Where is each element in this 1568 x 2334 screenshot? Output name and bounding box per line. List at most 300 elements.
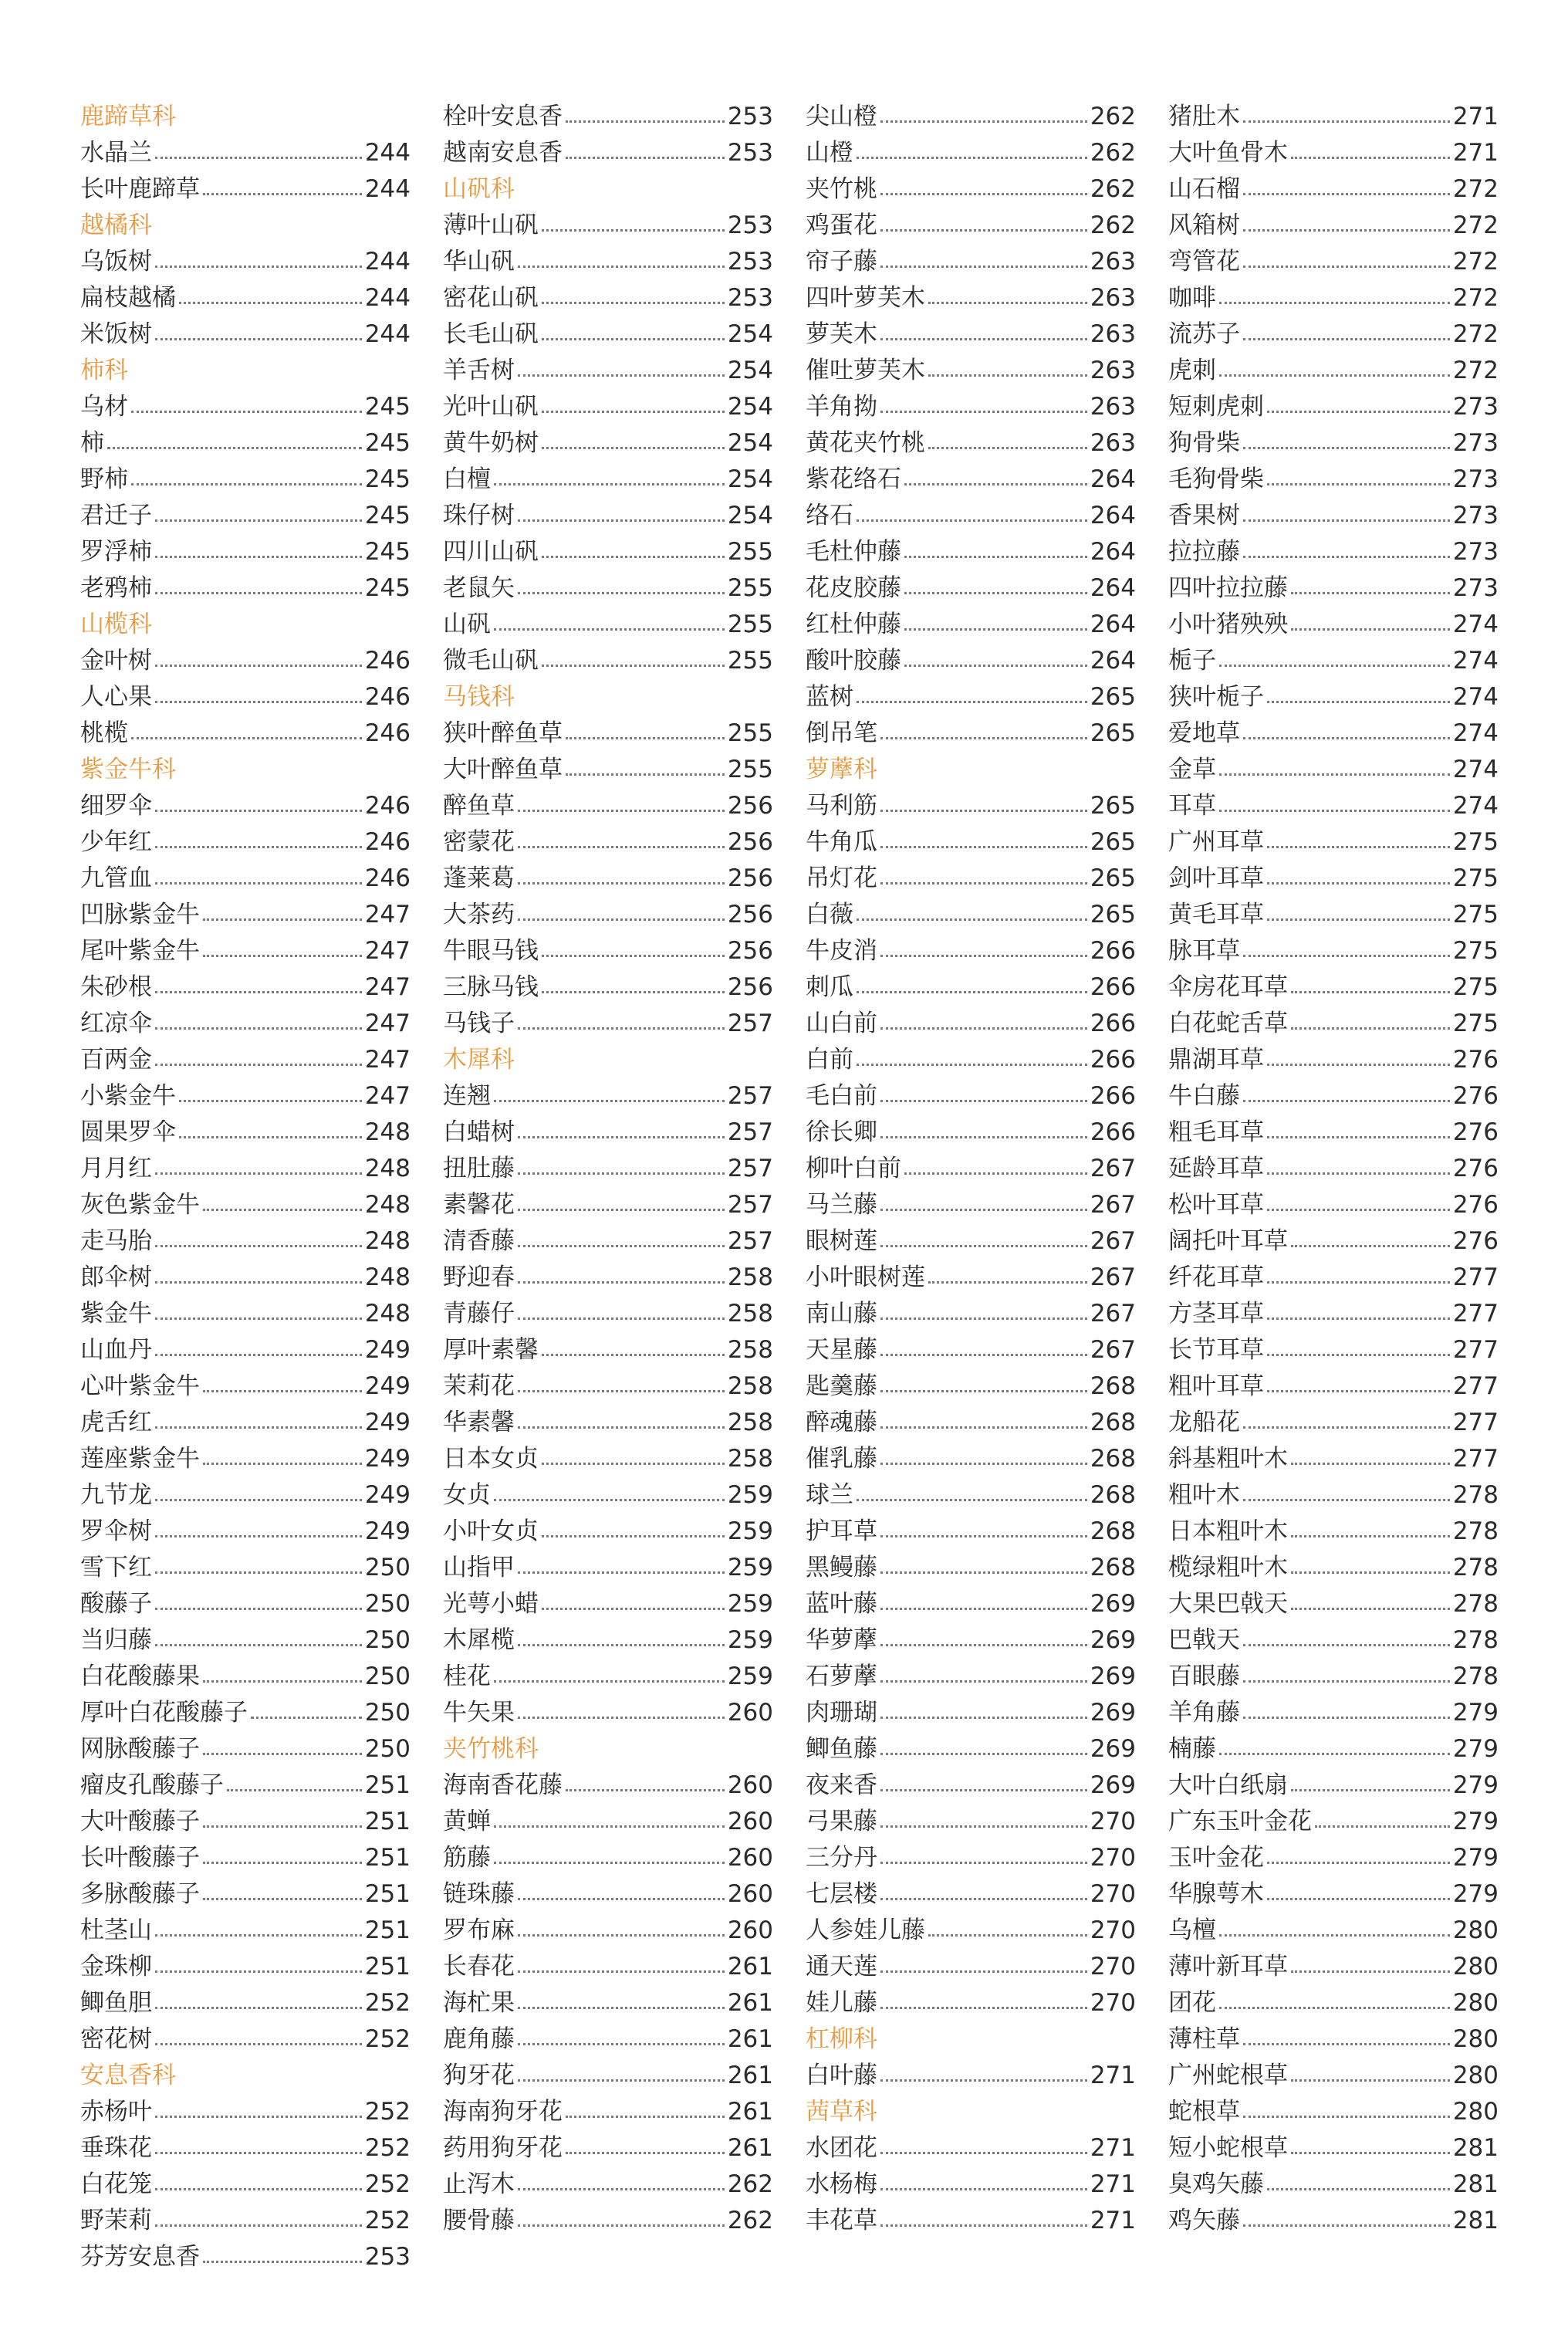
index-entry [1168, 1659, 1499, 1695]
dot-leader [928, 447, 1087, 449]
index-entry [1168, 498, 1499, 534]
dot-leader [518, 2224, 725, 2227]
entry-page-number: 279 [1452, 1699, 1499, 1727]
dot-leader [107, 447, 362, 449]
entry-name: 球兰 [806, 1481, 853, 1509]
entry-name: 鲫鱼藤 [806, 1735, 877, 1763]
entry-page-number: 274 [1452, 719, 1499, 747]
dot-leader [1243, 955, 1450, 957]
index-entry [443, 1296, 773, 1332]
index-entry [1168, 933, 1499, 969]
dot-leader [1243, 1100, 1450, 1102]
entry-page-number: 255 [727, 574, 773, 602]
entry-name: 粗叶木 [1168, 1481, 1240, 1509]
dot-leader [494, 1862, 725, 1864]
entry-name: 水团花 [806, 2134, 877, 2162]
index-entry [1168, 607, 1499, 643]
index-entry [443, 425, 773, 462]
index-entry [80, 1151, 411, 1187]
index-entry [806, 897, 1136, 933]
entry-name: 白叶藤 [806, 2062, 877, 2089]
index-entry [1168, 2094, 1499, 2130]
index-entry [1168, 1731, 1499, 1767]
index-entry [1168, 2167, 1499, 2203]
entry-page-number: 258 [727, 1263, 773, 1291]
entry-name: 九节龙 [80, 1481, 152, 1509]
dot-leader [155, 991, 362, 993]
dot-leader [1243, 519, 1450, 522]
index-entry [1168, 1876, 1499, 1913]
index-entry [806, 1223, 1136, 1260]
index-entry [1168, 1695, 1499, 1731]
entry-name: 毛狗骨柴 [1168, 465, 1264, 493]
dot-leader [1219, 1753, 1450, 1755]
entry-name: 海杧果 [443, 1989, 515, 2017]
entry-page-number: 277 [1452, 1445, 1499, 1473]
index-entry [806, 1078, 1136, 1115]
entry-name: 牛眼马钱 [443, 937, 539, 965]
entry-name: 厚叶素馨 [443, 1336, 539, 1364]
entry-name: 海南狗牙花 [443, 2098, 563, 2126]
index-entry [443, 2021, 773, 2058]
entry-name: 金草 [1168, 756, 1216, 783]
dot-leader [1291, 1535, 1450, 1537]
entry-page-number: 253 [727, 139, 773, 167]
entry-page-number: 277 [1452, 1409, 1499, 1436]
index-entry [80, 534, 411, 570]
index-entry [443, 1550, 773, 1586]
entry-page-number: 264 [1090, 502, 1136, 529]
entry-name: 灰色紫金牛 [80, 1191, 200, 1219]
dot-leader [1315, 1825, 1450, 1828]
entry-page-number: 262 [1090, 175, 1136, 203]
entry-name: 白花蛇舌草 [1168, 1010, 1288, 1037]
entry-name: 鸡矢藤 [1168, 2207, 1240, 2234]
index-entry [80, 280, 411, 316]
entry-name: 当归藤 [80, 1626, 152, 1654]
index-entry [1168, 389, 1499, 425]
entry-name: 长叶鹿蹄草 [80, 175, 200, 203]
entry-name: 刺瓜 [806, 973, 853, 1001]
index-entry [1168, 897, 1499, 933]
entry-name: 栀子 [1168, 647, 1216, 675]
entry-name: 肉珊瑚 [806, 1699, 877, 1727]
entry-page-number: 257 [727, 1010, 773, 1037]
index-entry [806, 861, 1136, 897]
entry-name: 瘤皮孔酸藤子 [80, 1771, 224, 1799]
entry-name: 催乳藤 [806, 1445, 877, 1473]
entry-page-number: 278 [1452, 1590, 1499, 1618]
index-entry [80, 933, 411, 969]
index-entry [1168, 353, 1499, 389]
entry-name: 薄柱草 [1168, 2025, 1240, 2053]
entry-name: 狭叶栀子 [1168, 683, 1264, 711]
dot-leader [518, 1172, 725, 1175]
entry-page-number: 276 [1452, 1082, 1499, 1110]
entry-name: 粗叶耳草 [1168, 1372, 1264, 1400]
entry-name: 走马胎 [80, 1227, 152, 1255]
entry-page-number: 268 [1090, 1517, 1136, 1545]
index-entry [1168, 1441, 1499, 1477]
entry-page-number: 251 [364, 1916, 411, 1944]
entry-name: 人心果 [80, 683, 152, 711]
index-entry [1168, 969, 1499, 1006]
dot-leader [566, 773, 725, 776]
entry-name: 毛杜仲藤 [806, 538, 901, 566]
entry-name: 腰骨藤 [443, 2207, 515, 2234]
family-heading-label: 夹竹桃科 [443, 1735, 539, 1763]
entry-page-number: 271 [1090, 2062, 1136, 2089]
index-entry [1168, 1913, 1499, 1949]
entry-page-number: 268 [1090, 1409, 1136, 1436]
dot-leader [880, 229, 1087, 232]
entry-page-number: 257 [727, 1118, 773, 1146]
family-heading-label: 越橘科 [80, 211, 152, 239]
entry-name: 山白前 [806, 1010, 877, 1037]
index-entry [1168, 570, 1499, 607]
index-entry [1168, 1187, 1499, 1223]
entry-page-number: 254 [727, 357, 773, 384]
dot-leader [203, 1898, 362, 1900]
dot-leader [1219, 810, 1450, 812]
entry-name: 珠仔树 [443, 502, 515, 529]
entry-name: 山指甲 [443, 1554, 515, 1581]
family-heading-label: 山榄科 [80, 611, 152, 638]
family-heading-label: 马钱科 [443, 683, 515, 711]
entry-name: 药用狗牙花 [443, 2134, 563, 2162]
index-entry [806, 1477, 1136, 1514]
dot-leader [518, 1209, 725, 1211]
entry-name: 龙船花 [1168, 1409, 1240, 1436]
entry-page-number: 271 [1452, 103, 1499, 130]
index-entry [1168, 244, 1499, 280]
entry-page-number: 246 [364, 719, 411, 747]
dot-leader [566, 1789, 725, 1791]
entry-name: 莲座紫金牛 [80, 1445, 200, 1473]
entry-page-number: 255 [727, 611, 773, 638]
index-entry [443, 1840, 773, 1876]
dot-leader [880, 1426, 1087, 1429]
dot-leader [1219, 1934, 1450, 1937]
entry-page-number: 246 [364, 864, 411, 892]
index-entry [1168, 2021, 1499, 2058]
entry-page-number: 279 [1452, 1880, 1499, 1908]
index-entry [443, 1659, 773, 1695]
entry-name: 通天莲 [806, 1953, 877, 1981]
dot-leader [880, 193, 1087, 195]
entry-page-number: 252 [364, 2098, 411, 2126]
dot-leader [518, 2007, 725, 2009]
index-entry [806, 1296, 1136, 1332]
entry-name: 长毛山矾 [443, 320, 539, 348]
dot-leader [1243, 1680, 1450, 1683]
index-entry [806, 498, 1136, 534]
family-heading [80, 2058, 411, 2094]
index-entry [80, 861, 411, 897]
entry-page-number: 256 [727, 937, 773, 965]
dot-leader [542, 302, 725, 304]
dot-leader [494, 1680, 725, 1683]
entry-name: 筋藤 [443, 1844, 491, 1872]
index-entry [80, 244, 411, 280]
entry-page-number: 245 [364, 465, 411, 493]
entry-page-number: 275 [1452, 937, 1499, 965]
entry-page-number: 267 [1090, 1263, 1136, 1291]
dot-leader [857, 991, 1087, 993]
index-entry [80, 643, 411, 679]
entry-name: 蛇根草 [1168, 2098, 1240, 2126]
index-column-3 [806, 99, 1136, 2239]
entry-name: 红凉伞 [80, 1010, 152, 1037]
entry-page-number: 250 [364, 1626, 411, 1654]
index-entry [443, 1441, 773, 1477]
entry-page-number: 246 [364, 647, 411, 675]
entry-name: 徐长卿 [806, 1118, 877, 1146]
dot-leader [1267, 1064, 1450, 1066]
dot-leader [203, 1680, 362, 1683]
entry-page-number: 277 [1452, 1263, 1499, 1291]
entry-page-number: 280 [1452, 1916, 1499, 1944]
entry-page-number: 267 [1090, 1227, 1136, 1255]
dot-leader [880, 1898, 1087, 1900]
dot-leader [155, 1064, 362, 1066]
index-entry [806, 2167, 1136, 2203]
index-entry [80, 135, 411, 171]
entry-name: 心叶紫金牛 [80, 1372, 200, 1400]
entry-page-number: 276 [1452, 1155, 1499, 1182]
index-entry [806, 933, 1136, 969]
entry-page-number: 275 [1452, 1010, 1499, 1037]
entry-name: 眼树莲 [806, 1227, 877, 1255]
entry-name: 长春花 [443, 1953, 515, 1981]
family-heading-label: 萝藦科 [806, 756, 877, 783]
entry-name: 密花山矾 [443, 284, 539, 312]
dot-leader [203, 1862, 362, 1864]
entry-page-number: 273 [1452, 393, 1499, 421]
index-entry [80, 1405, 411, 1441]
dot-leader [518, 2043, 725, 2045]
entry-name: 粗毛耳草 [1168, 1118, 1264, 1146]
index-entry [1168, 2130, 1499, 2167]
entry-name: 罗布麻 [443, 1916, 515, 1944]
dot-leader [518, 1318, 725, 1320]
entry-name: 虎刺 [1168, 357, 1216, 384]
entry-name: 山橙 [806, 139, 853, 167]
family-heading-label: 杠柳科 [806, 2025, 877, 2053]
dot-leader [518, 1934, 725, 1937]
entry-name: 四叶萝芙木 [806, 284, 925, 312]
dot-leader [542, 229, 725, 232]
index-entry [1168, 679, 1499, 715]
entry-name: 匙羹藤 [806, 1372, 877, 1400]
dot-leader [857, 519, 1087, 522]
entry-name: 羊角拗 [806, 393, 877, 421]
entry-name: 黑鳗藤 [806, 1554, 877, 1581]
dot-leader [880, 2224, 1087, 2227]
entry-name: 狭叶醉鱼草 [443, 719, 563, 747]
entry-name: 鸡蛋花 [806, 211, 877, 239]
entry-page-number: 261 [727, 1953, 773, 1981]
entry-page-number: 256 [727, 973, 773, 1001]
entry-page-number: 278 [1452, 1554, 1499, 1581]
index-entry [806, 824, 1136, 861]
entry-name: 郎伞树 [80, 1263, 152, 1291]
index-entry [443, 1913, 773, 1949]
entry-page-number: 275 [1452, 864, 1499, 892]
entry-name: 杜茎山 [80, 1916, 152, 1944]
index-entry [806, 1006, 1136, 1042]
index-entry [443, 1985, 773, 2021]
dot-leader [1267, 846, 1450, 848]
entry-page-number: 276 [1452, 1046, 1499, 1074]
entry-name: 华萝藦 [806, 1626, 877, 1654]
dot-leader [518, 1644, 725, 1646]
entry-name: 帘子藤 [806, 248, 877, 276]
index-entry [1168, 1767, 1499, 1804]
entry-page-number: 266 [1090, 1010, 1136, 1037]
index-entry [80, 1586, 411, 1622]
index-entry [80, 1876, 411, 1913]
entry-name: 长节耳草 [1168, 1336, 1264, 1364]
index-entry [443, 1514, 773, 1550]
dot-leader [1267, 1390, 1450, 1392]
dot-leader [518, 1027, 725, 1030]
entry-page-number: 253 [727, 284, 773, 312]
entry-name: 红杜仲藤 [806, 611, 901, 638]
dot-leader [155, 1499, 362, 1501]
family-heading [80, 99, 411, 135]
index-entry [80, 679, 411, 715]
entry-page-number: 272 [1452, 320, 1499, 348]
index-entry [80, 1187, 411, 1223]
entry-page-number: 265 [1090, 901, 1136, 929]
dot-leader [1267, 1209, 1450, 1211]
entry-page-number: 275 [1452, 901, 1499, 929]
dot-leader [1243, 338, 1450, 340]
entry-page-number: 259 [727, 1663, 773, 1690]
entry-name: 羊舌树 [443, 357, 515, 384]
dot-leader [928, 302, 1087, 304]
entry-name: 茉莉花 [443, 1372, 515, 1400]
entry-name: 方茎耳草 [1168, 1300, 1264, 1328]
index-column-4 [1168, 99, 1499, 2239]
entry-page-number: 261 [727, 1989, 773, 2017]
index-entry [1168, 824, 1499, 861]
dot-leader [155, 1571, 362, 1574]
entry-page-number: 273 [1452, 465, 1499, 493]
entry-name: 野柿 [80, 465, 128, 493]
entry-name: 弯管花 [1168, 248, 1240, 276]
entry-name: 马钱子 [443, 1010, 515, 1037]
dot-leader [1267, 1136, 1450, 1138]
entry-name: 白薇 [806, 901, 853, 929]
entry-name: 脉耳草 [1168, 937, 1240, 965]
entry-page-number: 266 [1090, 973, 1136, 1001]
entry-page-number: 271 [1452, 139, 1499, 167]
entry-name: 虎舌红 [80, 1409, 152, 1436]
entry-page-number: 265 [1090, 828, 1136, 856]
dot-leader [203, 918, 362, 921]
dot-leader [203, 1390, 362, 1392]
entry-name: 桃榄 [80, 719, 128, 747]
entry-name: 七层楼 [806, 1880, 877, 1908]
entry-name: 圆果罗伞 [80, 1118, 176, 1146]
family-heading [443, 1731, 773, 1767]
dot-leader [1243, 447, 1450, 449]
dot-leader [928, 374, 1087, 377]
dot-leader [1267, 2188, 1450, 2190]
entry-page-number: 248 [364, 1191, 411, 1219]
entry-page-number: 269 [1090, 1771, 1136, 1799]
dot-leader [880, 1753, 1087, 1755]
dot-leader [1219, 2007, 1450, 2009]
entry-name: 老鼠矢 [443, 574, 515, 602]
dot-leader [1267, 1318, 1450, 1320]
index-entry [806, 2058, 1136, 2094]
dot-leader [179, 302, 362, 304]
entry-page-number: 279 [1452, 1808, 1499, 1835]
dot-leader [904, 556, 1087, 558]
index-entry [1168, 1949, 1499, 1985]
dot-leader [518, 1717, 725, 1719]
dot-leader [880, 1245, 1087, 1247]
entry-page-number: 249 [364, 1409, 411, 1436]
entry-name: 咖啡 [1168, 284, 1216, 312]
entry-page-number: 260 [727, 1699, 773, 1727]
entry-page-number: 261 [727, 2098, 773, 2126]
entry-name: 少年红 [80, 828, 152, 856]
index-entry [806, 1985, 1136, 2021]
index-entry [443, 1767, 773, 1804]
entry-name: 蓝树 [806, 683, 853, 711]
index-entry [443, 715, 773, 752]
index-entry [80, 1006, 411, 1042]
family-heading [443, 679, 773, 715]
dot-leader [1291, 1608, 1450, 1610]
entry-name: 狗骨柴 [1168, 429, 1240, 457]
entry-name: 小叶眼树莲 [806, 1263, 925, 1291]
index-entry [80, 1368, 411, 1405]
entry-name: 小紫金牛 [80, 1082, 176, 1110]
dot-leader [1291, 157, 1450, 159]
index-entry [1168, 171, 1499, 208]
dot-leader [155, 266, 362, 268]
entry-name: 醉魂藤 [806, 1409, 877, 1436]
index-entry [806, 788, 1136, 824]
dot-leader [179, 1100, 362, 1102]
dot-leader [155, 810, 362, 812]
entry-name: 大叶酸藤子 [80, 1808, 200, 1835]
entry-name: 大茶药 [443, 901, 515, 929]
index-entry [806, 1767, 1136, 1804]
index-entry [806, 715, 1136, 752]
index-entry [806, 1332, 1136, 1368]
entry-name: 广东玉叶金花 [1168, 1808, 1312, 1835]
dot-leader [1267, 483, 1450, 485]
dot-leader [1243, 229, 1450, 232]
entry-name: 大叶白纸扇 [1168, 1771, 1288, 1799]
index-entry [80, 1115, 411, 1151]
entry-page-number: 269 [1090, 1663, 1136, 1690]
entry-name: 猪肚木 [1168, 103, 1240, 130]
entry-name: 马兰藤 [806, 1191, 877, 1219]
dot-leader [880, 1608, 1087, 1610]
entry-name: 乌檀 [1168, 1916, 1216, 1944]
dot-leader [1267, 1862, 1450, 1864]
entry-page-number: 261 [727, 2025, 773, 2053]
dot-leader [155, 2152, 362, 2154]
dot-leader [1267, 1172, 1450, 1175]
